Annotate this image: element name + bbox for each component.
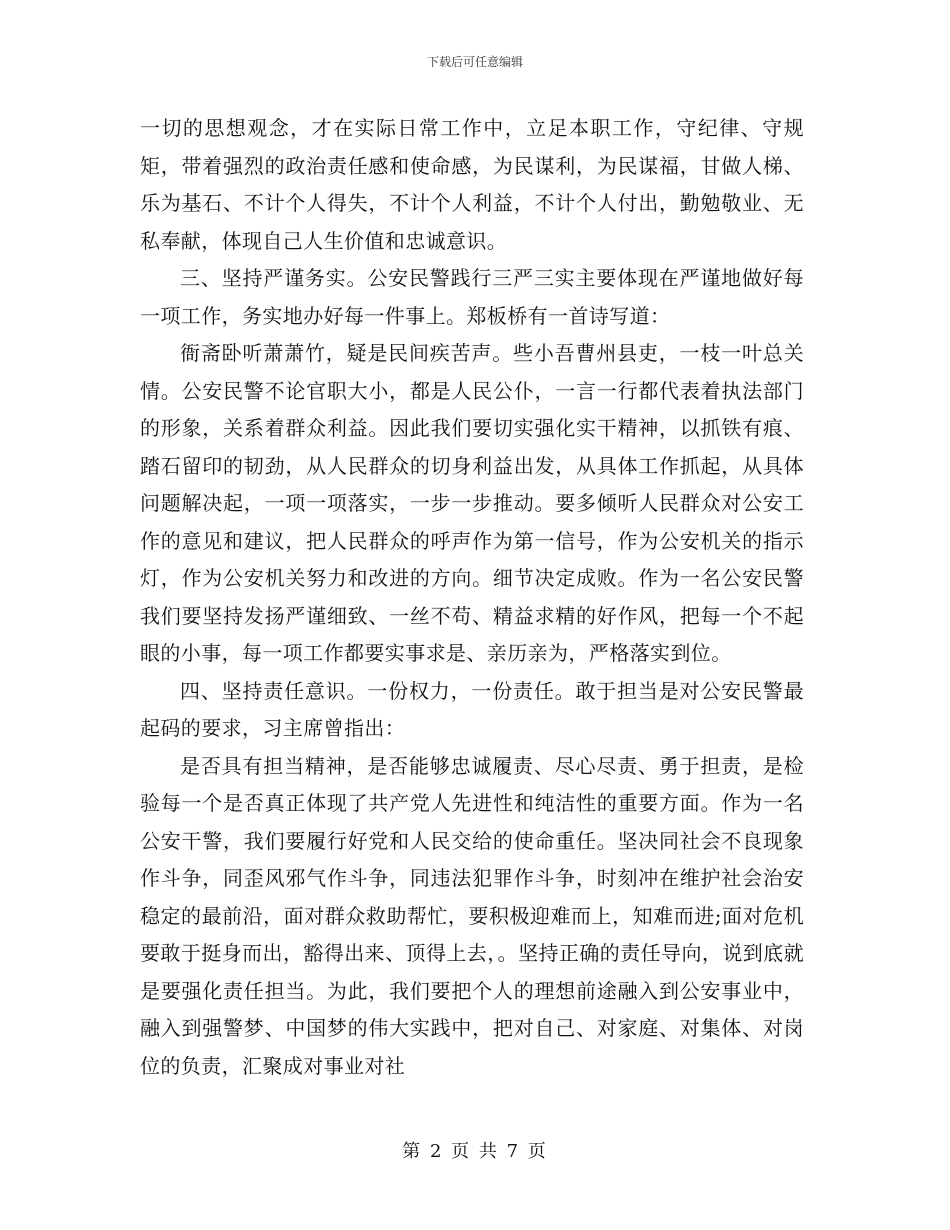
paragraph-5: 是否具有担当精神，是否能够忠诚履责、尽心尽责、勇于担责，是检验每一个是否真正体现了共产党人先进性和纯洁性的重要方面。作为一名公安干警，我们要履行好党和人民交给的使命重任。坚决同社会不良现象作斗争，同歪风邪气作斗争，同违法犯罪作斗争，时刻冲在维护社会治安稳定的最前沿，面对群众救助帮忙，要积极迎难而上，知难而进;面对危机要敢于挺身而出，豁得出来、顶得上去，。坚持正确的责任导向，说到底就是要强化责任担当。为此，我们要把个人的理想前途融入到公安事业中，融入到强警梦、中国梦的伟大实践中，把对自己、对家庭、对集体、对岗位的负责，汇聚成对事业对社 <box>140 753 804 1078</box>
page-header: 下载后可任意编辑 <box>426 55 523 69</box>
paragraph-2: 三、坚持严谨务实。公安民警践行三严三实主要体现在严谨地做好每一项工作，务实地办好每一件事上。郑板桥有一首诗写道： <box>140 266 804 328</box>
page-number-footer: 第 2 页 共 7 页 <box>402 1141 548 1162</box>
paragraph-1: 一切的思想观念，才在实际日常工作中，立足本职工作，守纪律、守规矩，带着强烈的政治责任感和使命感，为民谋利，为民谋福，甘做人梯、乐为基石、不计个人得失，不计个人利益，不计个人付出，勤勉敬业、无私奉献，体现自己人生价值和忠诚意识。 <box>140 116 804 253</box>
paragraph-3: 衙斋卧听萧萧竹，疑是民间疾苦声。些小吾曹州县吏，一枝一叶总关情。公安民警不论官职大小，都是人民公仆，一言一行都代表着执法部门的形象，关系着群众利益。因此我们要切实强化实干精神，以抓铁有痕、踏石留印的韧劲，从人民群众的切身利益出发，从具体工作抓起，从具体问题解决起，一项一项落实，一步一步推动。要多倾听人民群众对公安工作的意见和建议，把人民群众的呼声作为第一信号，作为公安机关的指示灯，作为公安机关努力和改进的方向。细节决定成败。作为一名公安民警我们要坚持发扬严谨细致、一丝不苟、精益求精的好作风，把每一个不起眼的小事，每一项工作都要实事求是、亲历亲为，严格落实到位。 <box>140 341 804 665</box>
document-body <box>140 110 804 1085</box>
paragraph-4: 四、坚持责任意识。一份权力，一份责任。敢于担当是对公安民警最起码的要求，习主席曾指出： <box>140 678 804 740</box>
